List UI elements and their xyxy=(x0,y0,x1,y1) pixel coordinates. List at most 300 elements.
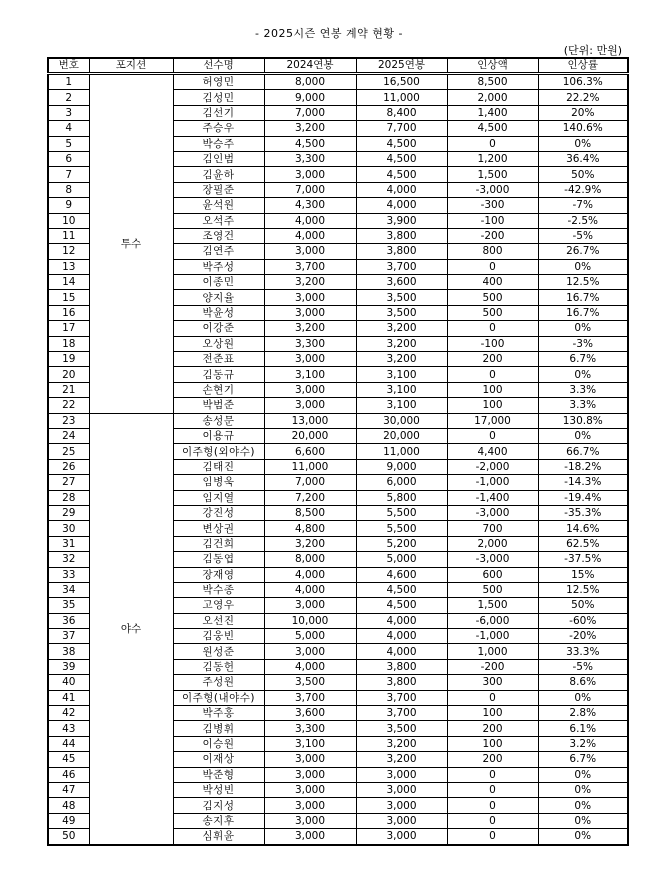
cell-salary-2025: 3,800 xyxy=(356,228,447,243)
cell-salary-2024: 3,200 xyxy=(264,275,356,290)
cell-number: 21 xyxy=(48,382,89,397)
cell-salary-2025: 3,500 xyxy=(356,290,447,305)
cell-player-name: 김동엽 xyxy=(173,552,264,567)
cell-raise-rate: 12.5% xyxy=(538,582,628,597)
cell-raise-rate: 8.6% xyxy=(538,675,628,690)
cell-raise-rate: 66.7% xyxy=(538,444,628,459)
cell-number: 4 xyxy=(48,121,89,136)
cell-player-name: 박성빈 xyxy=(173,782,264,797)
cell-salary-2024: 3,000 xyxy=(264,644,356,659)
cell-salary-2025: 4,500 xyxy=(356,167,447,182)
cell-salary-2025: 3,600 xyxy=(356,275,447,290)
cell-raise-amount: 500 xyxy=(447,305,538,320)
cell-salary-2025: 3,000 xyxy=(356,813,447,828)
cell-number: 37 xyxy=(48,629,89,644)
cell-number: 47 xyxy=(48,782,89,797)
cell-number: 11 xyxy=(48,228,89,243)
cell-player-name: 오상원 xyxy=(173,336,264,351)
cell-raise-rate: 3.3% xyxy=(538,382,628,397)
cell-player-name: 김건희 xyxy=(173,536,264,551)
cell-raise-rate: 0% xyxy=(538,767,628,782)
cell-raise-rate: 20% xyxy=(538,105,628,120)
cell-salary-2025: 3,800 xyxy=(356,244,447,259)
position-group-cell: 야수 xyxy=(89,413,173,844)
cell-salary-2024: 3,200 xyxy=(264,536,356,551)
cell-salary-2024: 4,800 xyxy=(264,521,356,536)
cell-salary-2024: 6,600 xyxy=(264,444,356,459)
cell-salary-2025: 4,000 xyxy=(356,198,447,213)
cell-raise-amount: -100 xyxy=(447,213,538,228)
cell-salary-2024: 11,000 xyxy=(264,459,356,474)
cell-raise-amount: 100 xyxy=(447,706,538,721)
cell-salary-2024: 3,000 xyxy=(264,752,356,767)
cell-salary-2024: 3,200 xyxy=(264,321,356,336)
cell-number: 27 xyxy=(48,475,89,490)
cell-salary-2024: 3,000 xyxy=(264,767,356,782)
cell-number: 9 xyxy=(48,198,89,213)
cell-salary-2025: 11,000 xyxy=(356,444,447,459)
cell-salary-2025: 5,800 xyxy=(356,490,447,505)
cell-raise-amount: -1,400 xyxy=(447,490,538,505)
cell-salary-2025: 11,000 xyxy=(356,90,447,105)
cell-player-name: 원성준 xyxy=(173,644,264,659)
cell-salary-2024: 3,000 xyxy=(264,813,356,828)
cell-raise-rate: 6.7% xyxy=(538,352,628,367)
cell-raise-rate: -37.5% xyxy=(538,552,628,567)
cell-salary-2025: 4,000 xyxy=(356,182,447,197)
cell-player-name: 박주성 xyxy=(173,259,264,274)
cell-raise-rate: -42.9% xyxy=(538,182,628,197)
cell-number: 17 xyxy=(48,321,89,336)
cell-player-name: 박수종 xyxy=(173,582,264,597)
cell-player-name: 김인범 xyxy=(173,151,264,166)
cell-salary-2024: 3,000 xyxy=(264,305,356,320)
cell-player-name: 허영민 xyxy=(173,74,264,90)
header-salary-2024: 2024연봉 xyxy=(264,58,356,74)
cell-number: 43 xyxy=(48,721,89,736)
header-raise-amount: 인상액 xyxy=(447,58,538,74)
cell-salary-2024: 4,000 xyxy=(264,659,356,674)
cell-raise-rate: 2.8% xyxy=(538,706,628,721)
cell-raise-rate: -2.5% xyxy=(538,213,628,228)
cell-salary-2024: 3,000 xyxy=(264,782,356,797)
cell-raise-amount: -3,000 xyxy=(447,505,538,520)
cell-salary-2024: 4,500 xyxy=(264,136,356,151)
cell-player-name: 임병욱 xyxy=(173,475,264,490)
cell-raise-rate: 33.3% xyxy=(538,644,628,659)
cell-raise-amount: 1,500 xyxy=(447,598,538,613)
cell-raise-amount: -1,000 xyxy=(447,475,538,490)
cell-raise-amount: 2,000 xyxy=(447,536,538,551)
cell-player-name: 이강준 xyxy=(173,321,264,336)
cell-raise-amount: 1,500 xyxy=(447,167,538,182)
cell-player-name: 김태진 xyxy=(173,459,264,474)
cell-salary-2024: 3,000 xyxy=(264,244,356,259)
cell-raise-amount: 200 xyxy=(447,721,538,736)
cell-salary-2024: 3,300 xyxy=(264,336,356,351)
cell-salary-2024: 3,000 xyxy=(264,167,356,182)
cell-salary-2025: 4,600 xyxy=(356,567,447,582)
cell-raise-amount: -300 xyxy=(447,198,538,213)
cell-raise-amount: -2,000 xyxy=(447,459,538,474)
cell-raise-amount: 100 xyxy=(447,736,538,751)
cell-player-name: 오선진 xyxy=(173,613,264,628)
cell-number: 24 xyxy=(48,428,89,443)
cell-number: 33 xyxy=(48,567,89,582)
cell-salary-2024: 10,000 xyxy=(264,613,356,628)
cell-salary-2025: 16,500 xyxy=(356,74,447,90)
cell-salary-2024: 3,300 xyxy=(264,151,356,166)
cell-raise-amount: 200 xyxy=(447,352,538,367)
cell-number: 44 xyxy=(48,736,89,751)
cell-raise-rate: 6.1% xyxy=(538,721,628,736)
cell-number: 42 xyxy=(48,706,89,721)
cell-salary-2025: 4,500 xyxy=(356,598,447,613)
cell-player-name: 이용규 xyxy=(173,428,264,443)
cell-salary-2025: 20,000 xyxy=(356,428,447,443)
cell-salary-2025: 5,000 xyxy=(356,552,447,567)
cell-raise-amount: 0 xyxy=(447,798,538,813)
cell-raise-amount: 100 xyxy=(447,398,538,413)
cell-salary-2024: 8,000 xyxy=(264,552,356,567)
cell-player-name: 송지후 xyxy=(173,813,264,828)
cell-player-name: 조영건 xyxy=(173,228,264,243)
header-player-name: 선수명 xyxy=(173,58,264,74)
cell-player-name: 김지성 xyxy=(173,798,264,813)
cell-salary-2024: 7,000 xyxy=(264,182,356,197)
cell-number: 12 xyxy=(48,244,89,259)
cell-salary-2025: 5,200 xyxy=(356,536,447,551)
cell-player-name: 강진성 xyxy=(173,505,264,520)
cell-number: 6 xyxy=(48,151,89,166)
cell-raise-rate: -18.2% xyxy=(538,459,628,474)
cell-player-name: 이승원 xyxy=(173,736,264,751)
cell-raise-rate: 0% xyxy=(538,428,628,443)
cell-player-name: 김성민 xyxy=(173,90,264,105)
cell-raise-rate: 6.7% xyxy=(538,752,628,767)
cell-salary-2024: 4,000 xyxy=(264,228,356,243)
cell-salary-2024: 3,600 xyxy=(264,706,356,721)
cell-number: 26 xyxy=(48,459,89,474)
cell-salary-2025: 3,700 xyxy=(356,706,447,721)
cell-number: 19 xyxy=(48,352,89,367)
cell-raise-amount: -200 xyxy=(447,659,538,674)
cell-number: 23 xyxy=(48,413,89,428)
cell-raise-amount: 600 xyxy=(447,567,538,582)
cell-raise-rate: 3.3% xyxy=(538,398,628,413)
cell-salary-2024: 3,000 xyxy=(264,829,356,845)
cell-raise-amount: 500 xyxy=(447,290,538,305)
cell-player-name: 주승우 xyxy=(173,121,264,136)
salary-contract-table xyxy=(47,57,629,846)
cell-salary-2025: 4,000 xyxy=(356,644,447,659)
cell-number: 13 xyxy=(48,259,89,274)
cell-raise-amount: 0 xyxy=(447,136,538,151)
cell-salary-2024: 3,000 xyxy=(264,798,356,813)
cell-salary-2025: 5,500 xyxy=(356,521,447,536)
cell-salary-2025: 3,200 xyxy=(356,321,447,336)
cell-player-name: 김웅빈 xyxy=(173,629,264,644)
cell-salary-2025: 3,100 xyxy=(356,382,447,397)
cell-number: 1 xyxy=(48,74,89,90)
cell-raise-rate: 22.2% xyxy=(538,90,628,105)
cell-salary-2025: 3,000 xyxy=(356,798,447,813)
cell-player-name: 박윤성 xyxy=(173,305,264,320)
cell-raise-amount: 700 xyxy=(447,521,538,536)
cell-salary-2024: 5,000 xyxy=(264,629,356,644)
cell-raise-amount: 400 xyxy=(447,275,538,290)
cell-raise-amount: 4,400 xyxy=(447,444,538,459)
cell-salary-2024: 3,300 xyxy=(264,721,356,736)
cell-number: 40 xyxy=(48,675,89,690)
cell-player-name: 박승주 xyxy=(173,136,264,151)
cell-number: 7 xyxy=(48,167,89,182)
cell-number: 46 xyxy=(48,767,89,782)
cell-salary-2025: 3,800 xyxy=(356,659,447,674)
cell-salary-2024: 3,000 xyxy=(264,598,356,613)
cell-number: 50 xyxy=(48,829,89,845)
cell-player-name: 심휘윤 xyxy=(173,829,264,845)
cell-salary-2025: 4,000 xyxy=(356,613,447,628)
cell-number: 41 xyxy=(48,690,89,705)
header-raise-rate: 인상률 xyxy=(538,58,628,74)
cell-raise-rate: 0% xyxy=(538,782,628,797)
cell-salary-2024: 13,000 xyxy=(264,413,356,428)
cell-raise-rate: 16.7% xyxy=(538,305,628,320)
document-title: - 2025시즌 연봉 계약 현황 - xyxy=(255,27,403,40)
cell-player-name: 이주형(외야수) xyxy=(173,444,264,459)
cell-salary-2025: 7,700 xyxy=(356,121,447,136)
cell-salary-2025: 8,400 xyxy=(356,105,447,120)
cell-raise-rate: 16.7% xyxy=(538,290,628,305)
cell-number: 14 xyxy=(48,275,89,290)
cell-number: 22 xyxy=(48,398,89,413)
header-salary-2025: 2025연봉 xyxy=(356,58,447,74)
cell-raise-amount: -3,000 xyxy=(447,552,538,567)
cell-raise-amount: 2,000 xyxy=(447,90,538,105)
cell-number: 30 xyxy=(48,521,89,536)
cell-salary-2025: 4,000 xyxy=(356,629,447,644)
cell-raise-rate: 0% xyxy=(538,367,628,382)
cell-raise-rate: -3% xyxy=(538,336,628,351)
cell-player-name: 변상권 xyxy=(173,521,264,536)
table-row xyxy=(48,413,628,428)
cell-raise-amount: 500 xyxy=(447,582,538,597)
cell-raise-rate: 50% xyxy=(538,598,628,613)
cell-raise-rate: -7% xyxy=(538,198,628,213)
cell-raise-amount: 0 xyxy=(447,782,538,797)
table-header-row xyxy=(48,58,628,74)
cell-player-name: 장필준 xyxy=(173,182,264,197)
cell-salary-2025: 9,000 xyxy=(356,459,447,474)
cell-raise-amount: 0 xyxy=(447,428,538,443)
cell-salary-2024: 3,000 xyxy=(264,398,356,413)
cell-raise-rate: 0% xyxy=(538,136,628,151)
cell-player-name: 박주홍 xyxy=(173,706,264,721)
cell-salary-2025: 6,000 xyxy=(356,475,447,490)
cell-salary-2024: 3,000 xyxy=(264,382,356,397)
cell-raise-amount: -200 xyxy=(447,228,538,243)
cell-raise-rate: 0% xyxy=(538,259,628,274)
header-number: 번호 xyxy=(48,58,89,74)
cell-player-name: 양지율 xyxy=(173,290,264,305)
cell-number: 3 xyxy=(48,105,89,120)
cell-raise-rate: 0% xyxy=(538,690,628,705)
cell-salary-2024: 7,200 xyxy=(264,490,356,505)
cell-salary-2025: 4,500 xyxy=(356,136,447,151)
cell-player-name: 전준표 xyxy=(173,352,264,367)
cell-salary-2025: 5,500 xyxy=(356,505,447,520)
cell-raise-rate: -5% xyxy=(538,228,628,243)
cell-raise-rate: 130.8% xyxy=(538,413,628,428)
cell-raise-rate: 0% xyxy=(538,321,628,336)
cell-raise-amount: 0 xyxy=(447,367,538,382)
cell-player-name: 윤석원 xyxy=(173,198,264,213)
cell-player-name: 고영우 xyxy=(173,598,264,613)
table-row xyxy=(48,74,628,90)
cell-number: 34 xyxy=(48,582,89,597)
cell-player-name: 송성문 xyxy=(173,413,264,428)
header-position: 포지션 xyxy=(89,58,173,74)
cell-raise-amount: 0 xyxy=(447,767,538,782)
cell-raise-amount: -100 xyxy=(447,336,538,351)
cell-salary-2025: 3,700 xyxy=(356,690,447,705)
cell-player-name: 김병휘 xyxy=(173,721,264,736)
cell-raise-amount: 1,200 xyxy=(447,151,538,166)
cell-player-name: 오석주 xyxy=(173,213,264,228)
cell-number: 15 xyxy=(48,290,89,305)
cell-raise-amount: 300 xyxy=(447,675,538,690)
cell-raise-amount: 100 xyxy=(447,382,538,397)
cell-raise-amount: 4,500 xyxy=(447,121,538,136)
cell-player-name: 이주형(내야수) xyxy=(173,690,264,705)
cell-raise-rate: 3.2% xyxy=(538,736,628,751)
cell-salary-2025: 3,700 xyxy=(356,259,447,274)
cell-salary-2025: 3,800 xyxy=(356,675,447,690)
cell-raise-rate: 0% xyxy=(538,829,628,845)
cell-raise-amount: 1,400 xyxy=(447,105,538,120)
cell-salary-2024: 8,000 xyxy=(264,74,356,90)
cell-number: 5 xyxy=(48,136,89,151)
cell-salary-2025: 3,500 xyxy=(356,305,447,320)
cell-number: 18 xyxy=(48,336,89,351)
cell-salary-2025: 3,100 xyxy=(356,398,447,413)
cell-salary-2024: 3,000 xyxy=(264,290,356,305)
cell-salary-2024: 3,000 xyxy=(264,352,356,367)
cell-raise-rate: 26.7% xyxy=(538,244,628,259)
cell-salary-2024: 7,000 xyxy=(264,105,356,120)
cell-raise-rate: 0% xyxy=(538,813,628,828)
cell-salary-2024: 4,000 xyxy=(264,213,356,228)
cell-salary-2024: 20,000 xyxy=(264,428,356,443)
cell-salary-2024: 4,000 xyxy=(264,567,356,582)
cell-raise-amount: 0 xyxy=(447,321,538,336)
cell-salary-2025: 3,200 xyxy=(356,736,447,751)
cell-raise-rate: -60% xyxy=(538,613,628,628)
cell-raise-amount: 0 xyxy=(447,259,538,274)
cell-raise-rate: 62.5% xyxy=(538,536,628,551)
cell-salary-2024: 3,700 xyxy=(264,690,356,705)
cell-number: 28 xyxy=(48,490,89,505)
cell-raise-rate: 106.3% xyxy=(538,74,628,90)
cell-player-name: 김동규 xyxy=(173,367,264,382)
cell-number: 36 xyxy=(48,613,89,628)
table-body xyxy=(48,74,628,845)
cell-salary-2025: 3,200 xyxy=(356,752,447,767)
cell-salary-2025: 3,500 xyxy=(356,721,447,736)
cell-number: 45 xyxy=(48,752,89,767)
cell-raise-rate: 140.6% xyxy=(538,121,628,136)
cell-salary-2025: 4,500 xyxy=(356,151,447,166)
cell-salary-2024: 8,500 xyxy=(264,505,356,520)
cell-raise-rate: -5% xyxy=(538,659,628,674)
cell-player-name: 박준형 xyxy=(173,767,264,782)
cell-salary-2025: 3,100 xyxy=(356,367,447,382)
cell-raise-amount: -1,000 xyxy=(447,629,538,644)
cell-raise-rate: -14.3% xyxy=(538,475,628,490)
cell-raise-rate: 14.6% xyxy=(538,521,628,536)
cell-raise-rate: 0% xyxy=(538,798,628,813)
cell-raise-amount: -6,000 xyxy=(447,613,538,628)
cell-salary-2025: 4,500 xyxy=(356,582,447,597)
cell-salary-2024: 3,100 xyxy=(264,367,356,382)
cell-raise-rate: 50% xyxy=(538,167,628,182)
cell-player-name: 이재상 xyxy=(173,752,264,767)
cell-number: 10 xyxy=(48,213,89,228)
cell-salary-2024: 4,000 xyxy=(264,582,356,597)
cell-number: 29 xyxy=(48,505,89,520)
cell-salary-2025: 3,000 xyxy=(356,829,447,845)
cell-number: 49 xyxy=(48,813,89,828)
cell-raise-rate: 12.5% xyxy=(538,275,628,290)
cell-salary-2024: 3,200 xyxy=(264,121,356,136)
cell-player-name: 주성원 xyxy=(173,675,264,690)
position-group-cell: 투수 xyxy=(89,74,173,414)
cell-raise-amount: 200 xyxy=(447,752,538,767)
cell-player-name: 이종민 xyxy=(173,275,264,290)
cell-salary-2024: 7,000 xyxy=(264,475,356,490)
cell-salary-2024: 9,000 xyxy=(264,90,356,105)
cell-raise-rate: 36.4% xyxy=(538,151,628,166)
cell-player-name: 장재영 xyxy=(173,567,264,582)
cell-number: 16 xyxy=(48,305,89,320)
cell-player-name: 김윤하 xyxy=(173,167,264,182)
cell-raise-amount: 1,000 xyxy=(447,644,538,659)
cell-raise-rate: -19.4% xyxy=(538,490,628,505)
cell-raise-rate: -35.3% xyxy=(538,505,628,520)
cell-salary-2024: 4,300 xyxy=(264,198,356,213)
cell-number: 32 xyxy=(48,552,89,567)
cell-number: 2 xyxy=(48,90,89,105)
cell-raise-rate: 15% xyxy=(538,567,628,582)
cell-salary-2024: 3,500 xyxy=(264,675,356,690)
cell-raise-amount: 0 xyxy=(447,829,538,845)
cell-salary-2025: 30,000 xyxy=(356,413,447,428)
unit-note: (단위: 만원) xyxy=(563,44,622,57)
cell-salary-2025: 3,900 xyxy=(356,213,447,228)
cell-raise-amount: 0 xyxy=(447,690,538,705)
cell-salary-2024: 3,100 xyxy=(264,736,356,751)
cell-number: 48 xyxy=(48,798,89,813)
cell-raise-rate: -20% xyxy=(538,629,628,644)
cell-raise-amount: -3,000 xyxy=(447,182,538,197)
cell-salary-2024: 3,700 xyxy=(264,259,356,274)
cell-player-name: 김동헌 xyxy=(173,659,264,674)
cell-player-name: 김연주 xyxy=(173,244,264,259)
cell-number: 39 xyxy=(48,659,89,674)
cell-number: 31 xyxy=(48,536,89,551)
cell-player-name: 김선기 xyxy=(173,105,264,120)
